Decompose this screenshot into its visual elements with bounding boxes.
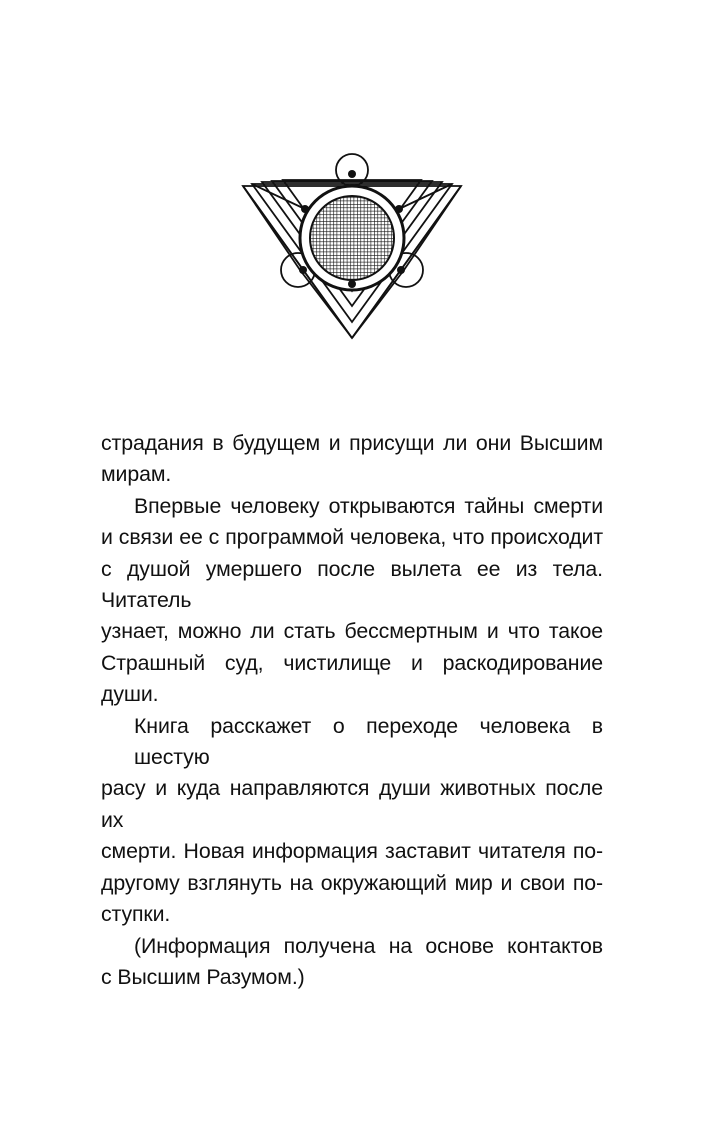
text-line: Впервые человеку открываются тайны смерти bbox=[134, 493, 603, 518]
text-line: мирам. bbox=[101, 462, 172, 487]
text-line: смерти. Новая информация заставит читателя по- bbox=[101, 839, 603, 864]
text-line: узнает, можно ли стать бессмертным и что такое bbox=[101, 619, 603, 644]
text-line: страдания в будущем и присущи ли они Высшим bbox=[101, 431, 603, 455]
paragraph-1 bbox=[101, 428, 603, 491]
text-line: Страшный суд, чистилище и раскодирование души. bbox=[101, 650, 603, 707]
text-line: ступки. bbox=[101, 902, 171, 927]
text-line: с душой умершего после вылета ее из тела. Читатель bbox=[101, 556, 603, 613]
text-line: и связи ее с программой человека, что происходит bbox=[101, 525, 603, 550]
text-line: расу и куда направляются души животных после их bbox=[101, 776, 603, 832]
body-text bbox=[101, 428, 603, 993]
paragraph-2 bbox=[101, 491, 603, 711]
text-line: другому взглянуть на окружающий мир и свои по- bbox=[101, 870, 603, 895]
text-line: с Высшим Разумом.) bbox=[101, 964, 305, 989]
paragraph-4 bbox=[101, 931, 603, 994]
text-line: (Информация получена на основе контактов bbox=[134, 933, 603, 958]
paragraph-3 bbox=[101, 711, 603, 931]
sacred-geometry-emblem-icon bbox=[240, 150, 466, 345]
text-line: Книга расскажет о переходе человека в шестую bbox=[134, 713, 603, 770]
